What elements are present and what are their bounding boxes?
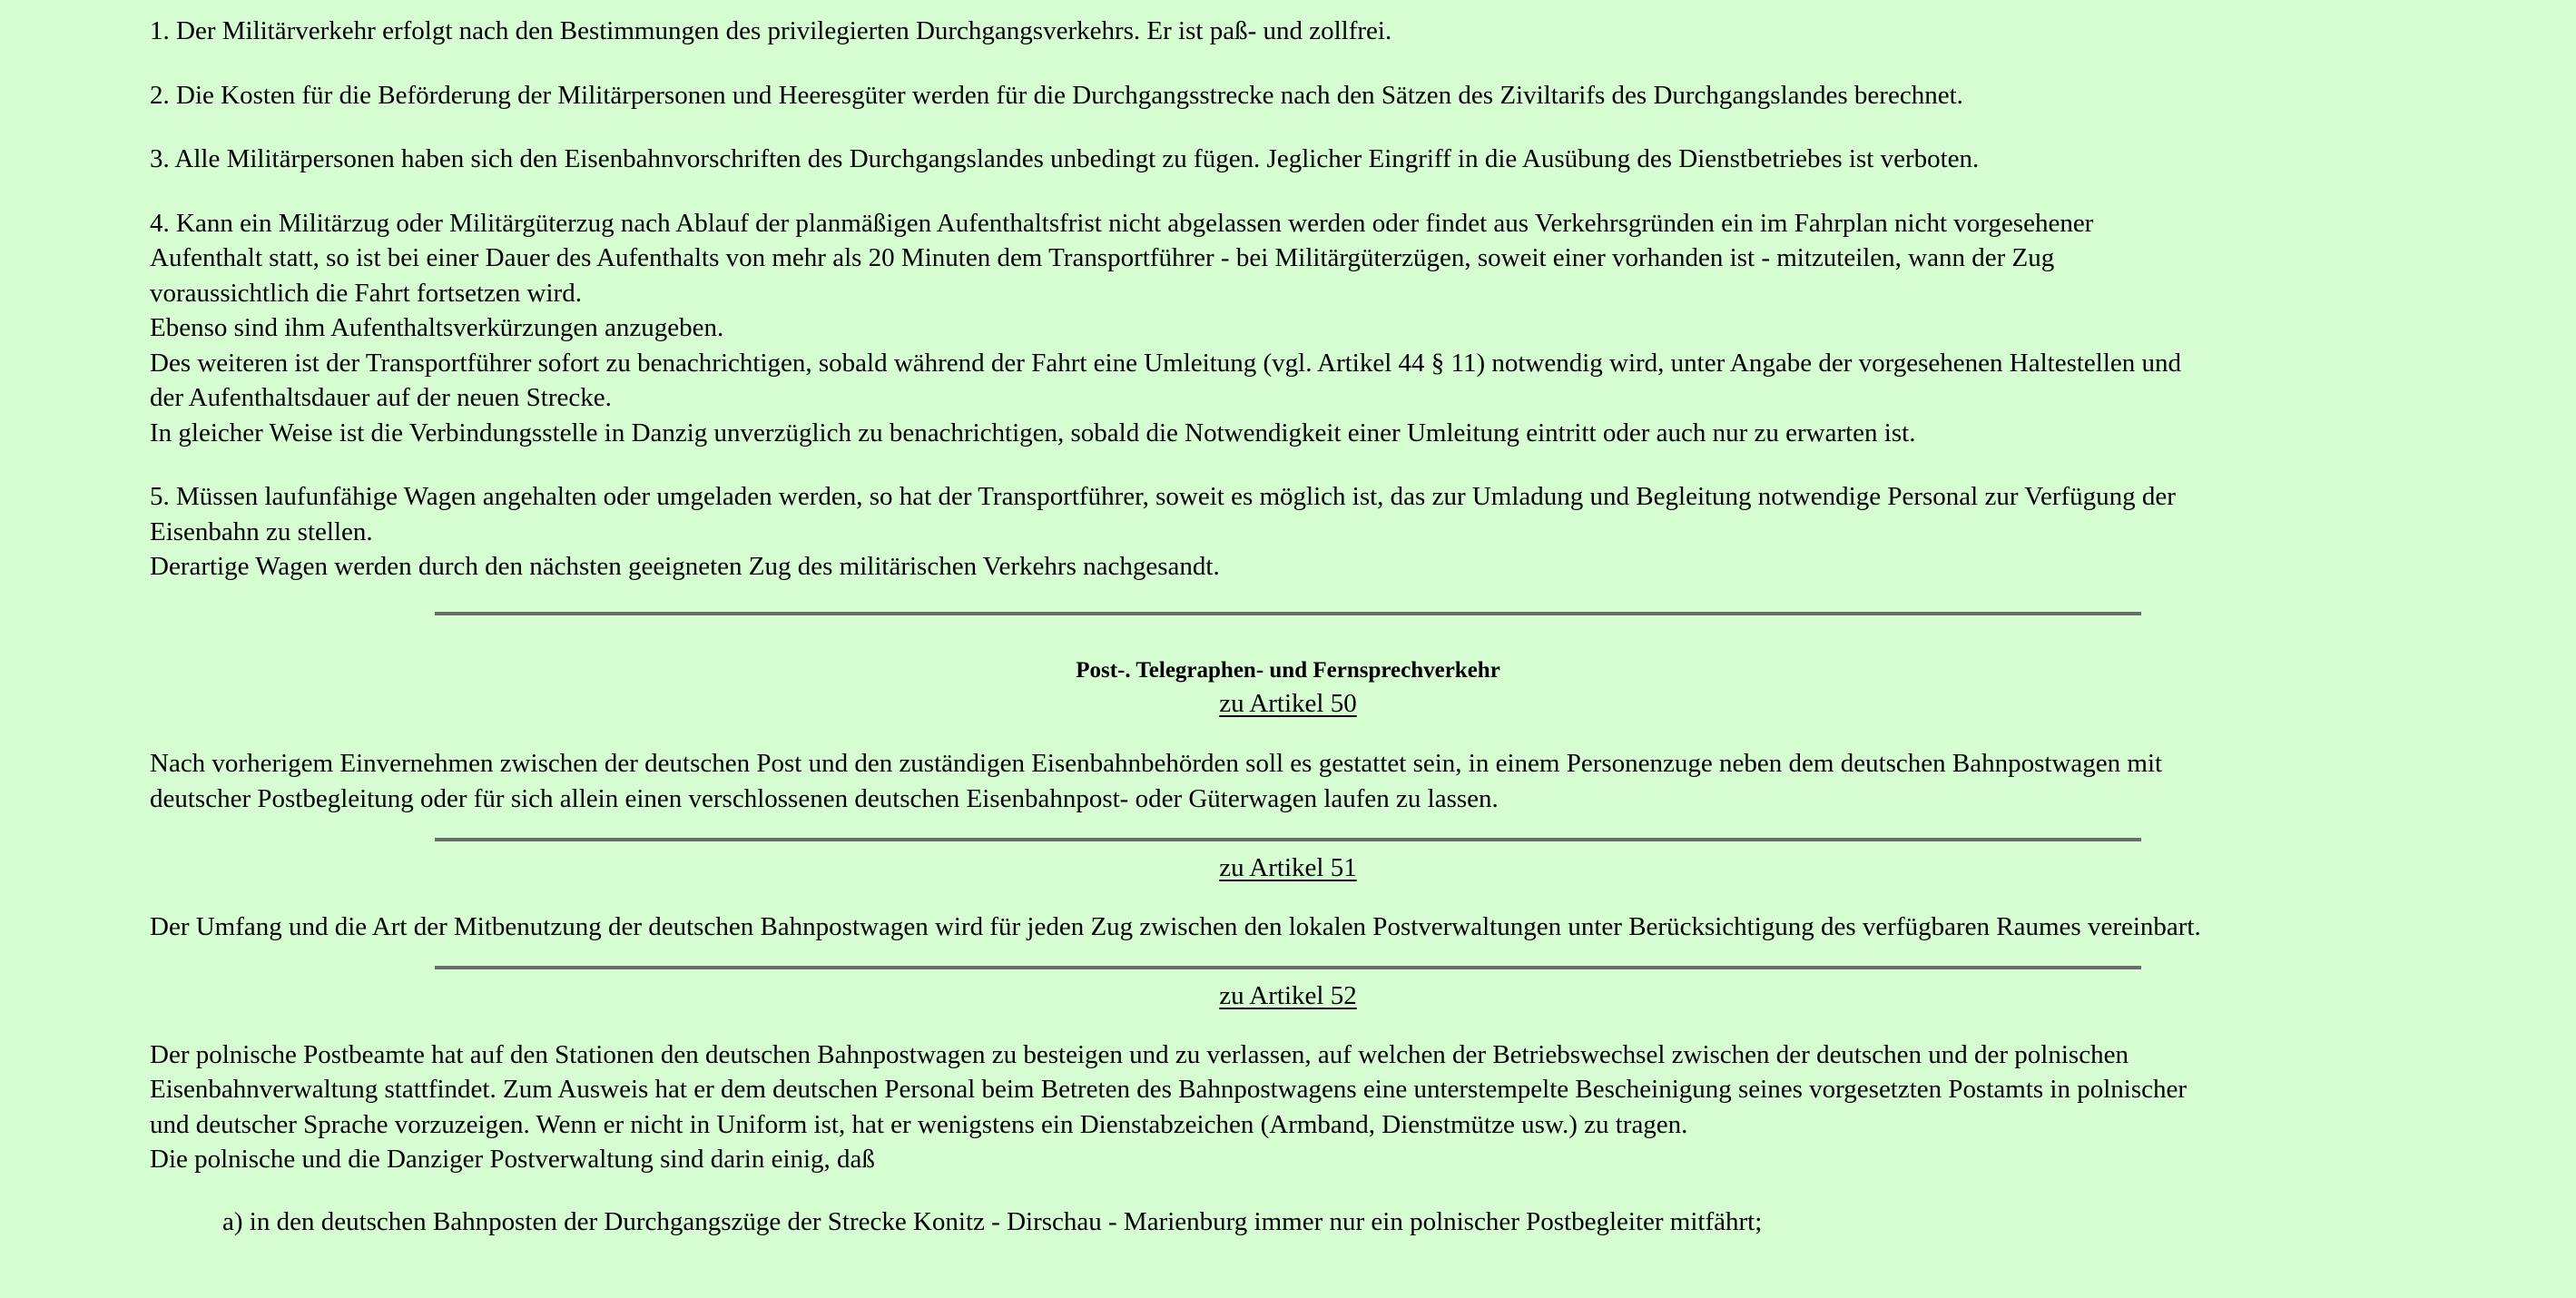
- article-50-paragraph: [150, 746, 2437, 816]
- paragraph-4-line-5: Des weiteren ist der Transportführer sofort zu benachrichtigen, sobald während der Fahrt eine Umleitung (vgl. Artikel 44 § 11) notwendig wird, unter Angabe der vorgesehenen Haltestellen und: [150, 348, 2182, 378]
- section-divider-2: [435, 838, 2141, 841]
- paragraph-5-line-1: 5. Müssen laufunfähige Wagen angehalten oder umgeladen werden, so hat der Transportführer, soweit es möglich ist, das zur Umladung und Begleitung notwendige Personal zur Verfügung der: [150, 482, 2176, 511]
- paragraph-4-line-7: In gleicher Weise ist die Verbindungsstelle in Danzig unverzüglich zu benachrichtigen, sobald die Notwendigkeit einer Umleitung eintritt oder auch nur zu erwarten ist.: [150, 418, 1916, 447]
- article-52-line-1: Der polnische Postbeamte hat auf den Stationen den deutschen Bahnpostwagen zu besteigen und zu verlassen, auf welchen der Betriebswechsel zwischen der deutschen und der polnischen: [150, 1039, 2129, 1069]
- article-51-heading: [144, 851, 2432, 886]
- paragraph-5: [150, 479, 2437, 585]
- article-50-link[interactable]: zu Artikel 50: [1219, 688, 1357, 718]
- article-52-heading: [144, 978, 2432, 1014]
- paragraph-4: [150, 206, 2437, 451]
- article-51-paragraph: Der Umfang und die Art der Mitbenutzung der deutschen Bahnpostwagen wird für jeden Zug zwischen den lokalen Postverwaltungen unter Berücksichtigung des verfügbaren Raumes vereinbart.: [150, 911, 2201, 941]
- paragraph-4-line-1: 4. Kann ein Militärzug oder Militärgüterzug nach Ablauf der planmäßigen Aufenthaltsfrist nicht abgelassen werden oder findet aus Verkehrsgründen ein im Fahrplan nicht vorgesehener: [150, 208, 2094, 238]
- article-50-line-1: Nach vorherigem Einvernehmen zwischen der deutschen Post und den zuständigen Eisenbahnbehörden soll es gestattet sein, in einem Personenzuge neben dem deutschen Bahnpostwagen mit: [150, 749, 2163, 778]
- article-52-item-a: a) in den deutschen Bahnposten der Durchgangszüge der Strecke Konitz - Dirschau - Marienburg immer nur ein polnischer Postbegleiter mitfährt;: [222, 1206, 1763, 1236]
- article-52-paragraph: [150, 1037, 2437, 1177]
- article-52-link[interactable]: zu Artikel 52: [1219, 981, 1357, 1010]
- section-divider-3: [435, 966, 2141, 969]
- article-50-line-2: deutscher Postbegleitung oder für sich allein einen verschlossenen deutschen Eisenbahnpost- oder Güterwagen laufen zu lassen.: [150, 783, 1499, 813]
- paragraph-4-line-2: Aufenthalt statt, so ist bei einer Dauer des Aufenthalts von mehr als 20 Minuten dem Transportführer - bei Militärgüterzügen, soweit einer vorhanden ist - mitzuteilen, wann der Zug: [150, 243, 2055, 272]
- paragraph-5-line-3: Derartige Wagen werden durch den nächsten geeigneten Zug des militärischen Verkehrs nachgesandt.: [150, 552, 1220, 581]
- document-content: [150, 14, 2437, 1239]
- section-title: Post-. Telegraphen- und Fernsprechverkehr: [1076, 657, 1500, 683]
- article-52-line-3: und deutscher Sprache vorzuzeigen. Wenn er nicht in Uniform ist, hat er wenigstens ein Dienstabzeichen (Armband, Dienstmütze usw.) zu tragen.: [150, 1109, 1688, 1139]
- section-divider-1: [435, 612, 2141, 615]
- paragraph-4-line-3: voraussichtlich die Fahrt fortsetzen wird.: [150, 278, 582, 308]
- article-52-line-2: Eisenbahnverwaltung stattfindet. Zum Ausweis hat er dem deutschen Personal beim Betreten des Bahnpostwagens eine unterstempelte Bescheinigung seines vorgesetzten Postamts in polnischer: [150, 1075, 2188, 1104]
- article-51-link[interactable]: zu Artikel 51: [1219, 853, 1357, 882]
- paragraph-4-line-6: der Aufenthaltsdauer auf der neuen Strecke.: [150, 383, 612, 412]
- paragraph-2: 2. Die Kosten für die Beförderung der Militärpersonen und Heeresgüter werden für die Durchgangsstrecke nach den Sätzen des Ziviltarifs des Durchgangslandes berechnet.: [150, 80, 1963, 110]
- paragraph-4-line-4: Ebenso sind ihm Aufenthaltsverkürzungen anzugeben.: [150, 313, 724, 342]
- paragraph-1: 1. Der Militärverkehr erfolgt nach den Bestimmungen des privilegierten Durchgangsverkehrs. Er ist paß- und zollfrei.: [150, 16, 1392, 45]
- paragraph-5-line-2: Eisenbahn zu stellen.: [150, 516, 373, 546]
- paragraph-3: 3. Alle Militärpersonen haben sich den Eisenbahnvorschriften des Durchgangslandes unbedingt zu fügen. Jeglicher Eingriff in die Ausübung des Dienstbetriebes ist verboten.: [150, 144, 1980, 173]
- post-section-heading: [144, 655, 2432, 722]
- article-52-line-4: Die polnische und die Danziger Postverwaltung sind darin einig, daß: [150, 1145, 875, 1174]
